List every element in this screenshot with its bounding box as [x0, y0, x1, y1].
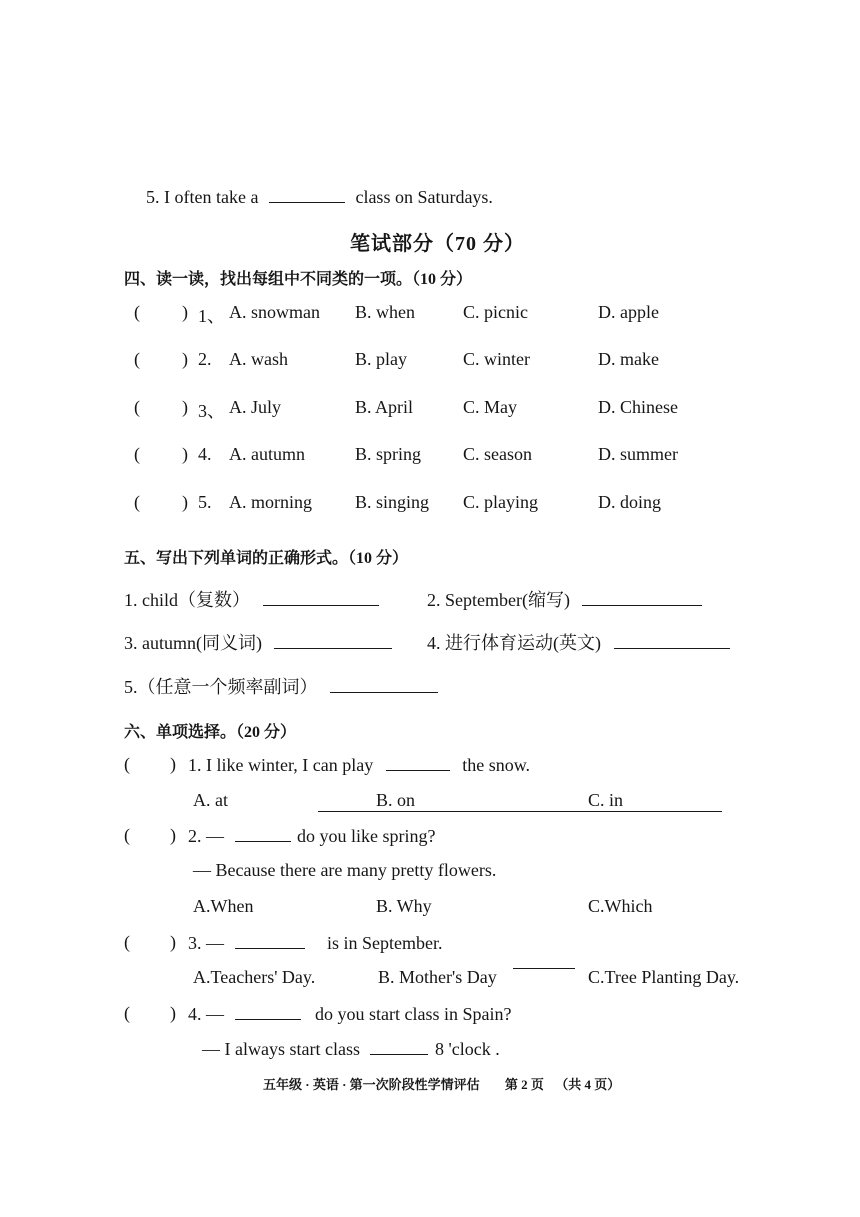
- option-c: C. season: [463, 444, 532, 464]
- footer-exam-title: 五年级 · 英语 · 第一次阶段性学情评估: [263, 1077, 480, 1092]
- question-text-after: is in September.: [327, 933, 443, 953]
- fill-item-label: 2. September(缩写): [427, 590, 570, 610]
- question-text-after: the snow.: [462, 755, 531, 775]
- answer-blank[interactable]: [235, 1003, 301, 1020]
- scan-underline: [513, 968, 575, 969]
- answer-blank[interactable]: [330, 676, 438, 693]
- answer-paren-close: ): [170, 1003, 176, 1023]
- section5-title: 五、写出下列单词的正确形式。（10 分）: [124, 550, 409, 567]
- fill-item: [124, 673, 438, 699]
- answer-paren-open[interactable]: (: [124, 825, 130, 845]
- option-b: B. singing: [355, 492, 430, 512]
- question-text-before: I often take a: [164, 187, 259, 207]
- section4-title: 四、读一读，找出每组中不同类的一项。（10 分）: [124, 271, 473, 288]
- option-d: D. Chinese: [598, 397, 678, 417]
- question-reply: [202, 1038, 500, 1060]
- item-number: 4.: [198, 444, 212, 464]
- question-number: 4. —: [188, 1004, 224, 1024]
- item-number: 3、: [198, 401, 225, 421]
- option-a: A. morning: [229, 492, 312, 512]
- option-a: A. autumn: [229, 444, 305, 464]
- option-b: B. spring: [355, 444, 422, 464]
- question-text-before: I like winter, I can play: [206, 755, 374, 775]
- option-c: C.Which: [588, 896, 653, 916]
- question-reply: — Because there are many pretty flowers.: [193, 860, 497, 880]
- answer-paren-close: ): [182, 349, 188, 369]
- answer-paren-open[interactable]: (: [124, 1003, 130, 1023]
- option-d: D. make: [598, 349, 659, 369]
- option-d: D. doing: [598, 492, 661, 512]
- question-stem: [188, 825, 435, 847]
- answer-blank[interactable]: [235, 825, 291, 842]
- option-b: B. Why: [376, 896, 432, 916]
- question-number: 1.: [188, 755, 202, 775]
- fill-item: [427, 586, 702, 612]
- question-number: 2. —: [188, 826, 224, 846]
- question-stem: [188, 754, 530, 776]
- answer-paren-close: ): [182, 444, 188, 464]
- answer-paren-close: ): [170, 754, 176, 774]
- page-footer: [263, 1074, 620, 1093]
- option-c: C. picnic: [463, 302, 528, 322]
- answer-blank[interactable]: [274, 632, 392, 649]
- answer-paren-close: ): [182, 302, 188, 322]
- question-text-after: class on Saturdays.: [355, 187, 493, 207]
- question-number: 5.: [146, 187, 160, 207]
- option-b: B. on: [376, 790, 416, 810]
- question-text-after: do you like spring?: [297, 826, 436, 846]
- answer-blank[interactable]: [370, 1038, 428, 1055]
- fill-item-label: 4. 进行体育运动(英文): [427, 633, 601, 653]
- answer-paren-open[interactable]: (: [124, 754, 130, 774]
- answer-paren-open[interactable]: (: [134, 397, 140, 417]
- option-c: C.Tree Planting Day.: [588, 967, 740, 987]
- fill-item-label: 3. autumn(同义词): [124, 633, 262, 653]
- option-a: A.When: [193, 896, 254, 916]
- footer-page-number: 第 2 页: [504, 1077, 544, 1092]
- fill-item-label: 5.（任意一个频率副词）: [124, 677, 318, 697]
- option-a: A. wash: [229, 349, 288, 369]
- option-a: A. snowman: [229, 302, 320, 322]
- option-c: C. May: [463, 397, 517, 417]
- question-stem: [188, 932, 443, 954]
- option-c: C. winter: [463, 349, 530, 369]
- option-a: A. July: [229, 397, 282, 417]
- question-text-after: do you start class in Spain?: [315, 1004, 512, 1024]
- item-number: 5.: [198, 492, 212, 512]
- option-b: B. when: [355, 302, 415, 322]
- option-b: B. play: [355, 349, 407, 369]
- answer-blank[interactable]: [614, 632, 730, 649]
- item-number: 2.: [198, 349, 212, 369]
- fill-item: [124, 629, 392, 655]
- footer-total-pages: （共 4 页）: [555, 1077, 621, 1092]
- question-reply-before: — I always start class: [202, 1039, 360, 1059]
- option-a: A. at: [193, 790, 228, 810]
- written-part-title: 笔试部分（70 分）: [350, 233, 525, 255]
- item-number: 1、: [198, 306, 225, 326]
- answer-paren-open[interactable]: (: [134, 349, 140, 369]
- fill-item: [427, 629, 730, 655]
- section6-title: 六、单项选择。（20 分）: [124, 724, 297, 741]
- option-a: A.Teachers' Day.: [193, 967, 316, 987]
- answer-paren-close: ): [170, 932, 176, 952]
- answer-blank[interactable]: [386, 754, 450, 771]
- option-d: D. summer: [598, 444, 678, 464]
- question-number: 3. —: [188, 933, 224, 953]
- answer-blank[interactable]: [263, 589, 379, 606]
- top-question: [146, 186, 493, 208]
- option-b: B. April: [355, 397, 414, 417]
- answer-blank[interactable]: [235, 932, 305, 949]
- answer-paren-open[interactable]: (: [124, 932, 130, 952]
- question-reply-after: 8 'clock .: [434, 1039, 500, 1059]
- option-b: B. Mother's Day: [378, 967, 497, 987]
- fill-item: [124, 586, 379, 612]
- option-d: D. apple: [598, 302, 659, 322]
- answer-paren-close: ): [182, 397, 188, 417]
- answer-paren-open[interactable]: (: [134, 302, 140, 322]
- answer-paren-close: ): [182, 492, 188, 512]
- answer-paren-open[interactable]: (: [134, 444, 140, 464]
- answer-blank[interactable]: [269, 186, 345, 203]
- option-c: C. playing: [463, 492, 538, 512]
- fill-item-label: 1. child（复数）: [124, 590, 250, 610]
- scan-underline: [318, 811, 722, 812]
- answer-paren-close: ): [170, 825, 176, 845]
- answer-paren-open[interactable]: (: [134, 492, 140, 512]
- option-c: C. in: [588, 790, 624, 810]
- question-stem: [188, 1003, 511, 1025]
- answer-blank[interactable]: [582, 589, 702, 606]
